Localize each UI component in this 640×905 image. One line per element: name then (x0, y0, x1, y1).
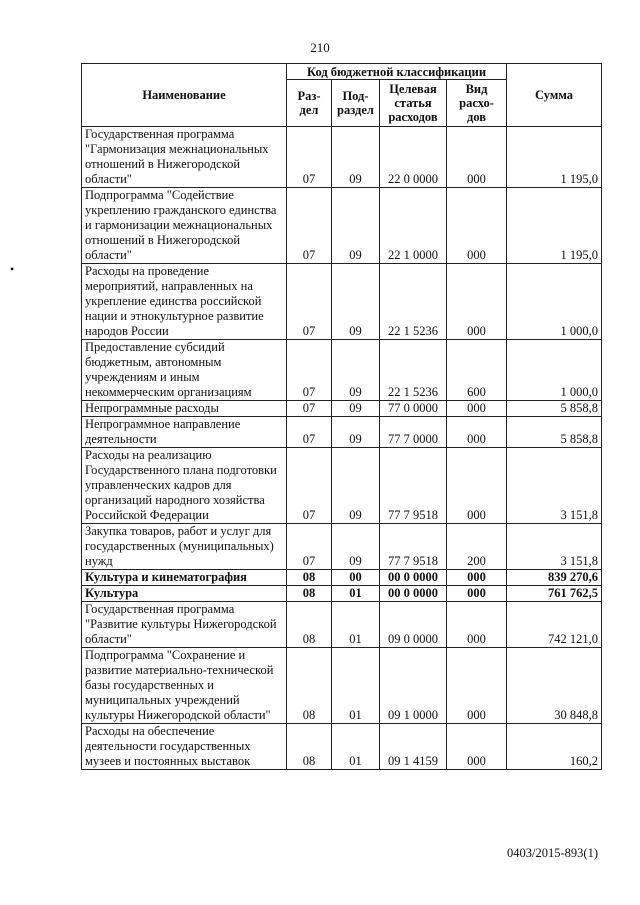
row-target-cell: 09 0 0000 (380, 602, 447, 648)
row-name-cell: Расходы на реализацию Государственного плана подготовки управленческих кадров для организаций народного хозяйства Российской Федерации (82, 448, 287, 524)
row-sum-cell: 761 762,5 (507, 586, 602, 602)
row-sum-cell: 30 848,8 (507, 648, 602, 724)
row-name-cell: Непрограммное направление деятельности (82, 417, 287, 448)
row-name-cell: Культура и кинематография (82, 570, 287, 586)
table-row (82, 188, 602, 264)
row-sum-cell: 5 858,8 (507, 417, 602, 448)
table-row (82, 127, 602, 188)
row-kind-cell: 000 (447, 188, 507, 264)
row-sum-cell: 1 000,0 (507, 264, 602, 340)
margin-bullet: • (10, 262, 15, 276)
table-row (82, 264, 602, 340)
row-kind-cell: 000 (447, 570, 507, 586)
row-razdel-cell: 07 (287, 524, 332, 570)
table-row (82, 340, 602, 401)
row-podrazdel-cell: 09 (332, 127, 380, 188)
row-kind-cell: 000 (447, 602, 507, 648)
row-kind-cell: 600 (447, 340, 507, 401)
header-name: Наименование (82, 64, 287, 127)
row-kind-cell: 000 (447, 724, 507, 770)
row-podrazdel-cell: 09 (332, 524, 380, 570)
row-target-cell: 77 0 0000 (380, 401, 447, 417)
row-name-cell: Закупка товаров, работ и услуг для государственных (муниципальных) нужд (82, 524, 287, 570)
table-row (82, 602, 602, 648)
row-name-cell: Подпрограмма "Сохранение и развитие материально-технической базы государственных и муниципальных учреждений культуры Нижегородской области" (82, 648, 287, 724)
row-sum-cell: 1 195,0 (507, 127, 602, 188)
row-name-cell: Расходы на проведение мероприятий, направленных на укрепление единства российской нации и этнокультурное развитие народов России (82, 264, 287, 340)
table-row (82, 724, 602, 770)
row-sum-cell: 1 195,0 (507, 188, 602, 264)
row-name-cell: Подпрограмма "Содействие укреплению гражданского единства и гармонизации межнациональных отношений в Нижегородской области" (82, 188, 287, 264)
header-sum: Сумма (507, 64, 602, 127)
table-row (82, 401, 602, 417)
row-sum-cell: 3 151,8 (507, 524, 602, 570)
budget-table (81, 63, 602, 770)
row-razdel-cell: 07 (287, 417, 332, 448)
row-podrazdel-cell: 01 (332, 648, 380, 724)
budget-table-body (82, 127, 602, 770)
row-razdel-cell: 08 (287, 724, 332, 770)
table-row (82, 648, 602, 724)
row-podrazdel-cell: 09 (332, 264, 380, 340)
row-target-cell: 77 7 9518 (380, 524, 447, 570)
row-target-cell: 00 0 0000 (380, 586, 447, 602)
row-razdel-cell: 07 (287, 340, 332, 401)
row-kind-cell: 200 (447, 524, 507, 570)
document-code: 0403/2015-893(1) (507, 846, 598, 860)
row-podrazdel-cell: 01 (332, 724, 380, 770)
row-target-cell: 00 0 0000 (380, 570, 447, 586)
row-kind-cell: 000 (447, 264, 507, 340)
header-podrazdel: Под- раздел (332, 80, 380, 127)
row-razdel-cell: 08 (287, 602, 332, 648)
row-target-cell: 22 0 0000 (380, 127, 447, 188)
row-podrazdel-cell: 00 (332, 570, 380, 586)
row-podrazdel-cell: 09 (332, 401, 380, 417)
row-podrazdel-cell: 01 (332, 602, 380, 648)
row-kind-cell: 000 (447, 127, 507, 188)
row-name-cell: Предоставление субсидий бюджетным, автономным учреждениям и иным некоммерческим организациям (82, 340, 287, 401)
row-sum-cell: 3 151,8 (507, 448, 602, 524)
row-podrazdel-cell: 09 (332, 417, 380, 448)
row-target-cell: 22 1 5236 (380, 340, 447, 401)
row-kind-cell: 000 (447, 417, 507, 448)
row-razdel-cell: 07 (287, 401, 332, 417)
header-expense-kind: Вид расхо- дов (447, 80, 507, 127)
table-row (82, 586, 602, 602)
row-kind-cell: 000 (447, 448, 507, 524)
row-sum-cell: 5 858,8 (507, 401, 602, 417)
row-sum-cell: 1 000,0 (507, 340, 602, 401)
row-razdel-cell: 07 (287, 448, 332, 524)
row-target-cell: 09 1 4159 (380, 724, 447, 770)
row-podrazdel-cell: 09 (332, 188, 380, 264)
row-kind-cell: 000 (447, 586, 507, 602)
row-name-cell: Расходы на обеспечение деятельности государственных музеев и постоянных выставок (82, 724, 287, 770)
row-podrazdel-cell: 09 (332, 448, 380, 524)
row-razdel-cell: 07 (287, 188, 332, 264)
table-row (82, 417, 602, 448)
row-target-cell: 22 1 0000 (380, 188, 447, 264)
row-sum-cell: 160,2 (507, 724, 602, 770)
row-name-cell: Непрограммные расходы (82, 401, 287, 417)
row-target-cell: 77 7 0000 (380, 417, 447, 448)
table-row (82, 524, 602, 570)
row-name-cell: Государственная программа "Гармонизация межнациональных отношений в Нижегородской области" (82, 127, 287, 188)
row-kind-cell: 000 (447, 401, 507, 417)
row-podrazdel-cell: 01 (332, 586, 380, 602)
row-sum-cell: 742 121,0 (507, 602, 602, 648)
row-razdel-cell: 08 (287, 586, 332, 602)
page-number: 210 (310, 40, 330, 55)
row-name-cell: Культура (82, 586, 287, 602)
row-razdel-cell: 08 (287, 570, 332, 586)
row-name-cell: Государственная программа "Развитие культуры Нижегородской области" (82, 602, 287, 648)
table-row (82, 570, 602, 586)
row-razdel-cell: 07 (287, 127, 332, 188)
row-razdel-cell: 07 (287, 264, 332, 340)
header-classification-code: Код бюджетной классификации (287, 64, 507, 80)
row-podrazdel-cell: 09 (332, 340, 380, 401)
table-row (82, 448, 602, 524)
row-target-cell: 77 7 9518 (380, 448, 447, 524)
row-razdel-cell: 08 (287, 648, 332, 724)
header-target-article: Целевая статья расходов (380, 80, 447, 127)
row-target-cell: 09 1 0000 (380, 648, 447, 724)
header-razdel: Раз- дел (287, 80, 332, 127)
row-target-cell: 22 1 5236 (380, 264, 447, 340)
row-sum-cell: 839 270,6 (507, 570, 602, 586)
row-kind-cell: 000 (447, 648, 507, 724)
